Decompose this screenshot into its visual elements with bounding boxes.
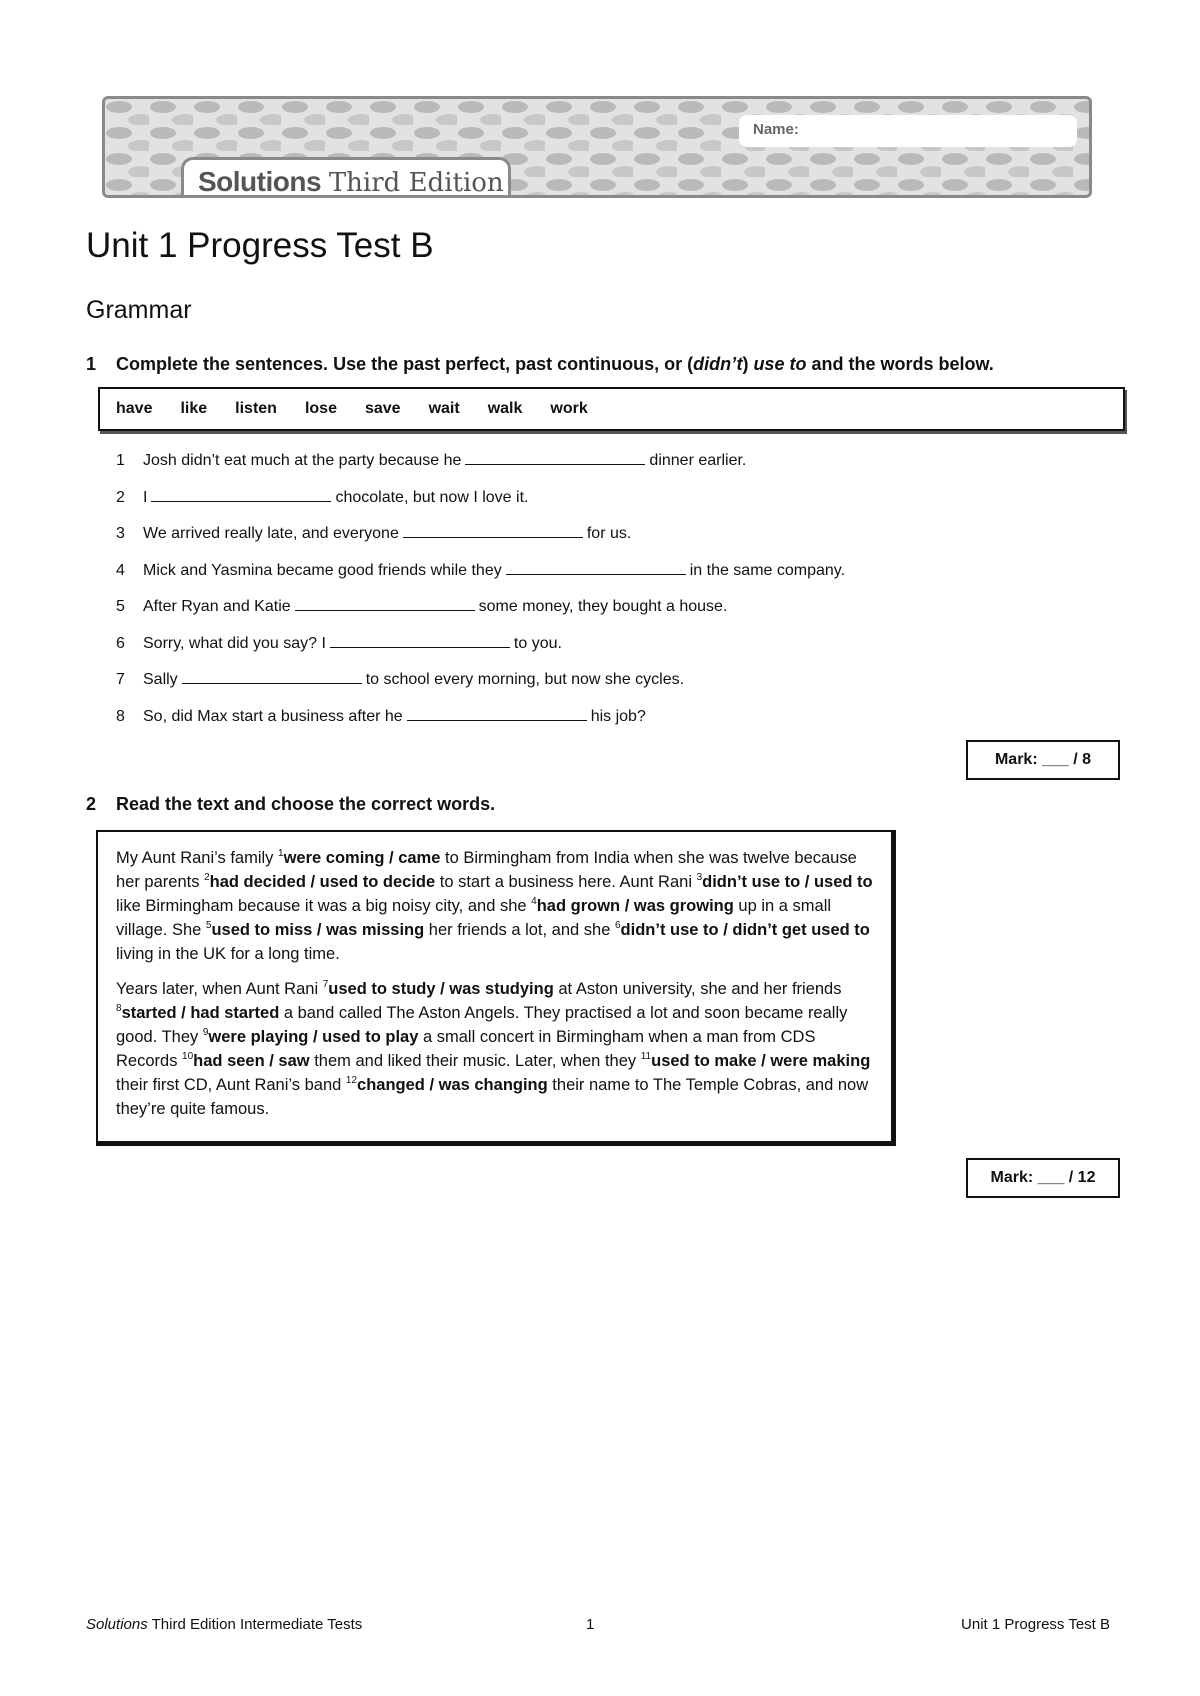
choice-options[interactable]: had grown / was growing bbox=[536, 897, 734, 915]
footer-page-number: 1 bbox=[586, 1616, 595, 1633]
sentence-item bbox=[116, 596, 845, 633]
text-segment: living in the UK for a long time. bbox=[116, 945, 340, 963]
sentence-item bbox=[116, 706, 845, 743]
text-segment: to Birmingham from India when she was twelve because her parents bbox=[116, 849, 857, 891]
sentence-text-before: Mick and Yasmina became good friends while they bbox=[143, 561, 502, 579]
text-segment: up in a small village. She bbox=[116, 897, 832, 939]
footer-left: Solutions Third Edition Intermediate Tests bbox=[86, 1616, 363, 1633]
word-item: save bbox=[364, 400, 401, 417]
sentence-text-before: Sorry, what did you say? I bbox=[143, 634, 326, 652]
gap-number: 2 bbox=[204, 872, 210, 883]
text-segment: at Aston university, she and her friends bbox=[553, 980, 842, 998]
gap-number: 5 bbox=[205, 920, 212, 931]
answer-blank[interactable] bbox=[330, 633, 510, 648]
sentence-number: 1 bbox=[116, 452, 125, 469]
word-item: walk bbox=[487, 400, 523, 417]
footer-right: Unit 1 Progress Test B bbox=[961, 1616, 1110, 1633]
sentence-text-after: some money, they bought a house. bbox=[478, 598, 728, 615]
choice-options[interactable]: used to study / was studying bbox=[328, 980, 554, 998]
word-item: like bbox=[180, 400, 208, 417]
choice-options[interactable]: were coming / came bbox=[283, 849, 441, 867]
sentence-number: 2 bbox=[116, 488, 125, 506]
text-segment: them and liked their music. Later, when they bbox=[309, 1052, 641, 1070]
sentence-text-before: So, did Max start a business after he bbox=[143, 707, 403, 725]
sentence-text-after: for us. bbox=[586, 525, 632, 542]
reading-text-box bbox=[96, 830, 896, 1146]
answer-blank[interactable] bbox=[506, 560, 686, 575]
brand-bold: Solutions bbox=[198, 166, 322, 197]
gap-number: 6 bbox=[614, 920, 621, 931]
sentence-text-after: to school every morning, but now she cycles. bbox=[365, 671, 685, 688]
sentence-number: 3 bbox=[116, 525, 125, 542]
sentence-item bbox=[116, 487, 845, 524]
word-list bbox=[116, 389, 616, 429]
reading-paragraph-2 bbox=[116, 977, 875, 1121]
sentence-text-after: in the same company. bbox=[689, 561, 846, 579]
text-segment: their first CD, Aunt Rani’s band bbox=[116, 1076, 346, 1094]
page-title: Unit 1 Progress Test B bbox=[86, 226, 434, 265]
sentence-list bbox=[116, 450, 845, 742]
word-item: listen bbox=[235, 400, 277, 417]
sentence-item bbox=[116, 633, 845, 670]
word-item: work bbox=[550, 400, 588, 417]
answer-blank[interactable] bbox=[403, 523, 583, 538]
choice-options[interactable]: changed / was changing bbox=[357, 1076, 548, 1094]
sentence-number: 8 bbox=[116, 707, 125, 725]
task1-mark: Mark: ___ / 8 bbox=[966, 740, 1120, 780]
reading-paragraph-1 bbox=[116, 846, 875, 966]
answer-blank[interactable] bbox=[407, 706, 587, 721]
header-banner bbox=[102, 96, 1092, 198]
choice-options[interactable]: were playing / used to play bbox=[208, 1028, 419, 1046]
task1-instruction: 1 Complete the sentences. Use the past perfect, past continuous, or (didn’t) use to and the words below. bbox=[86, 354, 994, 374]
choice-options[interactable]: didn’t use to / used to bbox=[702, 873, 873, 891]
word-item: have bbox=[116, 400, 153, 417]
name-field[interactable] bbox=[739, 115, 1077, 147]
sentence-number: 7 bbox=[116, 671, 125, 688]
text-segment: a small concert in Birmingham when a man from CDS Records bbox=[116, 1028, 816, 1070]
sentence-text-after: dinner earlier. bbox=[649, 452, 747, 469]
text-segment: Years later, when Aunt Rani bbox=[116, 980, 323, 998]
text-segment: like Birmingham because it was a big noisy city, and she bbox=[116, 897, 532, 915]
text-segment: their name to The Temple Cobras, and now they’re quite famous. bbox=[116, 1076, 869, 1118]
choice-options[interactable]: had decided / used to decide bbox=[209, 873, 436, 891]
sentence-text-after: to you. bbox=[513, 634, 562, 652]
choice-options[interactable]: used to miss / was missing bbox=[211, 921, 425, 939]
choice-options[interactable]: started / had started bbox=[121, 1004, 280, 1022]
choice-options[interactable]: had seen / saw bbox=[193, 1052, 310, 1070]
answer-blank[interactable] bbox=[182, 669, 362, 684]
sentence-number: 5 bbox=[116, 598, 125, 615]
gap-number: 1 bbox=[278, 848, 284, 859]
task2-mark: Mark: ___ / 12 bbox=[966, 1158, 1120, 1198]
choice-options[interactable]: didn’t use to / didn’t get used to bbox=[620, 921, 870, 939]
sentence-text-before: Josh didn’t eat much at the party because he bbox=[143, 452, 462, 469]
sentence-item bbox=[116, 523, 845, 560]
gap-number: 7 bbox=[322, 979, 329, 990]
text-segment: her friends a lot, and she bbox=[424, 921, 615, 939]
sentence-text-before: I bbox=[143, 488, 148, 506]
gap-number: 12 bbox=[345, 1075, 358, 1086]
gap-number: 3 bbox=[696, 872, 703, 883]
text-segment: My Aunt Rani’s family bbox=[116, 849, 279, 867]
text-segment: to start a business here. Aunt Rani bbox=[435, 873, 697, 891]
brand-edition: Third Edition bbox=[328, 168, 504, 198]
sentence-text-before: We arrived really late, and everyone bbox=[143, 525, 399, 542]
gap-number: 4 bbox=[531, 896, 537, 907]
sentence-text-before: Sally bbox=[143, 671, 178, 688]
sentence-text-after: his job? bbox=[590, 707, 646, 725]
section-title: Grammar bbox=[86, 296, 192, 324]
sentence-text-before: After Ryan and Katie bbox=[143, 598, 291, 615]
gap-number: 11 bbox=[640, 1051, 652, 1062]
name-label: Name: bbox=[753, 121, 799, 138]
answer-blank[interactable] bbox=[295, 596, 475, 611]
sentence-number: 6 bbox=[116, 634, 125, 652]
sentence-item bbox=[116, 450, 845, 487]
gap-number: 8 bbox=[116, 1003, 122, 1014]
gap-number: 9 bbox=[202, 1027, 209, 1038]
sentence-number: 4 bbox=[116, 561, 125, 579]
task2-instruction: 2 Read the text and choose the correct words. bbox=[86, 794, 496, 814]
choice-options[interactable]: used to make / were making bbox=[651, 1052, 871, 1070]
gap-number: 10 bbox=[182, 1051, 194, 1062]
brand-logo bbox=[198, 166, 504, 198]
word-box bbox=[98, 387, 1125, 431]
word-item: wait bbox=[428, 400, 460, 417]
brand-tab bbox=[181, 157, 511, 198]
answer-blank[interactable] bbox=[465, 450, 645, 465]
word-item: lose bbox=[304, 400, 337, 417]
text-segment: a band called The Aston Angels. They practised a lot and soon became really good. They bbox=[116, 1004, 848, 1046]
answer-blank[interactable] bbox=[151, 487, 331, 502]
sentence-item bbox=[116, 560, 845, 597]
sentence-text-after: chocolate, but now I love it. bbox=[335, 488, 529, 506]
sentence-item bbox=[116, 669, 845, 706]
